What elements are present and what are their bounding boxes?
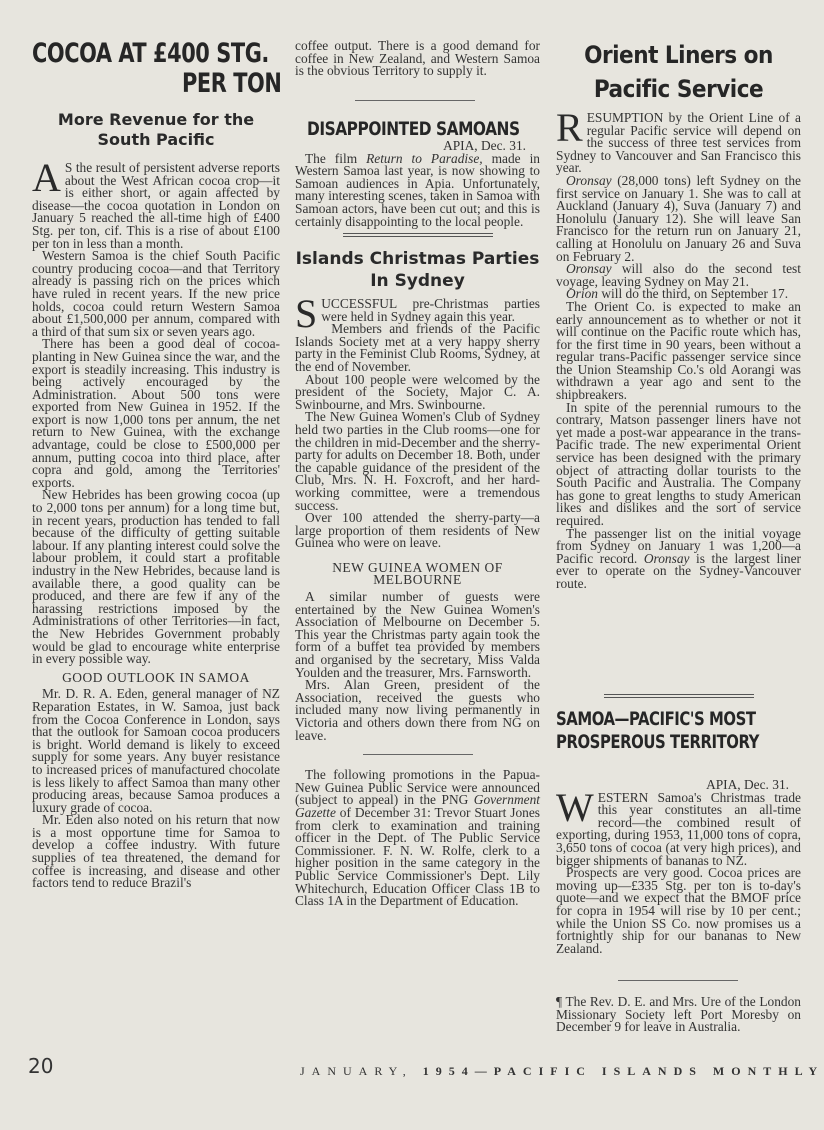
cocoa-para-2: Western Samoa is the chief South Pacific country producing cocoa—and that Territory already is passing rich on the prices which have ruled in recent years. If the new price holds, cocoa could return Western Samoa about £1,500,000 per annum, compared with a third of that sum six or seven years ago. bbox=[32, 248, 280, 339]
party-para-4: The New Guinea Women's Club of Sydney held two parties in the Club rooms—one for the children in mid-December and the sherry-party for adults on December 18. Both, under the capable guidance of the president of the Club, Mrs. N. H. Foxcroft, and her hard-working committee, were a tremendous success. bbox=[295, 409, 540, 513]
page-number: 20 bbox=[28, 1054, 54, 1078]
rule bbox=[618, 980, 738, 981]
coffee-continued-text: coffee output. There is a good demand for coffee in New Zealand, and Western Samoa is the obvious Territory to supply it. bbox=[295, 38, 540, 79]
samoans-article bbox=[295, 140, 540, 228]
cocoa-article-body bbox=[32, 155, 280, 891]
party-para-5: Over 100 attended the sherry-party—a large proportion of them residents of New Guinea who were on leave. bbox=[295, 510, 540, 551]
orient-para-4-text: will do the third, on September 17. bbox=[598, 286, 789, 302]
samoans-para bbox=[295, 150, 540, 229]
samoa-para-2: Prospects are very good. Cocoa prices are moving up—£335 Stg. per ton is to-day's quote—and we expect that the BMOF price for copra in 1954 will rise by 10 per cent.; while the Union SS Co. now promises us a fortnightly ship for our bananas to New Zealand. bbox=[556, 865, 801, 956]
dropcap-w: W bbox=[556, 784, 594, 830]
double-rule bbox=[604, 694, 754, 698]
samoa-article bbox=[556, 779, 801, 955]
party-para-1 bbox=[295, 291, 540, 336]
cocoa-para-6: Mr. Eden also noted on his return that now is a most opportune time for Samoa to develop a coffee industry. With future supplies of tea threatened, the demand for coffee is increasing, and disease and other factors tend to reduce Brazil's bbox=[32, 812, 280, 891]
orient-para-7-text-b: is the largest liner ever to operate on the Sydney-Vancouver route. bbox=[556, 550, 801, 591]
orient-para-1 bbox=[556, 105, 801, 176]
cocoa-para-4: New Hebrides has been growing cocoa (up to 2,000 tons per annum) for a long time but, in recent years, production has tended to fall because of the difficulty of getting suitable labour. If any planting interest could solve the labour problem, it could start a profitable industry in the New Hebrides, because land is available there, a good quality can be produced, and there are few if any of the harassing restrictions imposed by the Administrations of other Territories—in fact, the New Hebrides Government probably would be glad to encourage white enterprise in every possible way. bbox=[32, 487, 280, 667]
orient-para-3 bbox=[556, 263, 801, 288]
dateline-apia: APIA, Dec. 31. bbox=[443, 138, 526, 153]
dropcap-r: R bbox=[556, 105, 583, 150]
promo-text-b: of December 31: Trevor Stuart Jones from clerk to examination and training officer in the Dept. of The Public Service Commissioner. F. N. W. Rolfe, clerk to a higher position in the same category in the Public Service Commissioner's Dept. Lily Whitechurch, Education Officer Class 1B to Class 1A in the Department of Education. bbox=[295, 804, 540, 909]
party-para-2: Members and friends of the Pacific Islands Society met at a very happy sherry party in the Feminist Club Rooms, Sydney, at the end of November. bbox=[295, 321, 540, 374]
note-para bbox=[556, 996, 801, 1034]
missionary-note bbox=[556, 996, 801, 1034]
note-text: The Rev. D. E. and Mrs. Ure of the London Missionary Society left Port Moresby on December 9 for leave in Australia. bbox=[556, 994, 801, 1035]
promotions-para bbox=[295, 769, 540, 908]
cocoa-para-1-text: S the result of persistent adverse reports about the West African cocoa crop—it is either short, or again affected by disease—the cocoa quotation in London on January 5 reached the all-time high of £400 Stg. per ton, cif. This is a rise of about £100 per ton in less than a month. bbox=[32, 160, 280, 251]
rule bbox=[355, 100, 475, 101]
coffee-continued bbox=[295, 40, 540, 78]
film-text-a: The film bbox=[305, 150, 367, 166]
orient-para-1-text: ESUMPTION by the Orient Line of a regular Pacific service will depend on the success of three test services from Sydney to Vancouver and San Francisco this year. bbox=[556, 110, 801, 176]
footer-running-title bbox=[300, 1064, 824, 1079]
footer-title-rest: ISLANDS MONTHLY bbox=[601, 1064, 824, 1078]
samoa-para-1-text: ESTERN Samoa's Christmas trade this year constitutes an all-time record—the combined result of exporting, during 1953, 11,000 tons of copra, 3,650 tons of cocoa (at very high prices), and bigger shipments of bananas to NZ. bbox=[556, 789, 801, 868]
orient-para-2 bbox=[556, 172, 801, 264]
orient-para-6: In spite of the perennial rumours to the contrary, Matson passenger liners have not yet made a post-war appearance in the trans-Pacific trade. The new experimental Orient service has been designed with the primary object of attracting dollar tourists to the South Pacific and Australia. The Company has gone to great lengths to study American likes and dislikes and the sort of service required. bbox=[556, 399, 801, 528]
dateline-apia-2: APIA, Dec. 31. bbox=[706, 777, 789, 792]
party-para-1-text: UCCESSFUL pre-Christmas parties were held in Sydney again this year. bbox=[321, 296, 540, 324]
melb-para-2: Mrs. Alan Green, president of the Association, received the guests who included many now living permanently in Victoria and others down there from NG on leave. bbox=[295, 677, 540, 743]
footer-year-title: 1954—PACIFIC bbox=[422, 1064, 592, 1078]
orient-para-7 bbox=[556, 525, 801, 591]
cocoa-para-5: Mr. D. R. A. Eden, general manager of NZ Reparation Estates, in W. Samoa, just back from the Cocoa Conference in London, says that the outlook for Samoan cocoa producers is bright. World demand is likely to exceed supply for some years. Any buyer resistance to increased prices of manufactured chocolate is less likely to affect Samoa than many other producing areas, because Samoa produces a luxury grade of cocoa. bbox=[32, 686, 280, 815]
rule bbox=[363, 754, 473, 755]
section-head-ng-women: NEW GUINEA WOMEN OF MELBOURNE bbox=[332, 559, 503, 588]
film-text-b: made in Western Samoa last year, is now showing to Samoan audiences in Apia. Unfortunately, many interesting scenes, taken in Samoa with Samoan actors, have been cut out; and this is certainly disappointing to the local people. bbox=[295, 150, 540, 229]
ship-oronsay: Oronsay bbox=[566, 172, 612, 188]
orient-para-7-text-a: The passenger list on the initial voyage from Sydney on January 1 was 1,200—a Pacific record. bbox=[556, 525, 801, 566]
party-para-3: About 100 people were welcomed by the president of the Society, Major C. A. Swinbourne, and Mrs. Swinbourne. bbox=[295, 371, 540, 412]
pilcrow-icon: ¶ bbox=[556, 994, 563, 1009]
promo-text-a: The following promotions in the Papua-New Guinea Public Service were announced (subject to appeal) in the PNG bbox=[295, 767, 540, 808]
orient-para-2-text: (28,000 tons) left Sydney on the first service on January 1. She was to call at Auckland (January 4), Suva (January 7) and Honolulu (January 12). She will leave San Francisco for the return run on January 21, calling at Honolulu on January 26 and Suva on February 2. bbox=[556, 172, 801, 264]
ship-oronsay: Oronsay bbox=[643, 550, 690, 566]
melb-para-1: A similar number of guests were entertained by the New Guinea Women's Association of Melbourne on December 5. This year the Christmas party again took the form of a buffet tea provided by members and organised by the secretary, Miss Valda Youlden and the treasurer, Mrs. Farnsworth. bbox=[295, 589, 540, 680]
dropcap-a: A bbox=[32, 155, 61, 200]
cocoa-para-1 bbox=[32, 155, 280, 251]
cocoa-para-3: There has been a good deal of cocoa-planting in New Guinea since the war, and the export is steadily increasing. This industry is being actively encouraged by the Administration. About 500 tons were exported from New Guinea in 1952. If the export is now 1,000 tons per annum, the net return to New Guinea, with the exchange advantage, could be close to £500,000 per annum, putting cocoa into third place, after copra and gold, among the Territories' exports. bbox=[32, 336, 280, 490]
ship-orion: Orion bbox=[566, 286, 598, 302]
headline-samoa-prosperous: SAMOA—PACIFIC'S MOST PROSPEROUS TERRITORY bbox=[556, 708, 759, 753]
footer-month: JANUARY, bbox=[300, 1064, 413, 1078]
double-rule bbox=[343, 233, 493, 237]
headline-disappointed-samoans: DISAPPOINTED SAMOANS bbox=[307, 118, 520, 140]
christmas-article bbox=[295, 291, 540, 909]
ship-oronsay: Oronsay bbox=[566, 261, 612, 277]
orient-para-3-text: will also do the second test voyage, leaving Sydney on May 21. bbox=[556, 261, 801, 289]
film-title: Return to Paradise, bbox=[366, 150, 483, 166]
headline-islands-christmas: Islands Christmas Parties In Sydney bbox=[295, 249, 540, 291]
section-head-good-outlook: GOOD OUTLOOK IN SAMOA bbox=[62, 669, 250, 685]
orient-article bbox=[556, 105, 801, 591]
headline-orient-liners: Orient Liners on Pacific Service bbox=[584, 41, 773, 103]
dropcap-s: S bbox=[295, 291, 318, 336]
headline-cocoa-line2: PER TON bbox=[182, 68, 282, 99]
promo-gazette: Government Gazette bbox=[295, 792, 540, 820]
subheadline-more-revenue: More Revenue for the South Pacific bbox=[57, 110, 255, 149]
headline-cocoa-line1: COCOA AT £400 STG. bbox=[32, 38, 269, 69]
orient-para-5: The Orient Co. is expected to make an early announcement as to whether or not it will continue on the Pacific route which has, for the first time in 90 years, been without a regular trans-Pacific passenger service since the Union Steamship Co.'s old Aorangi was withdrawn a year ago and sent to the shipbreakers. bbox=[556, 298, 801, 403]
